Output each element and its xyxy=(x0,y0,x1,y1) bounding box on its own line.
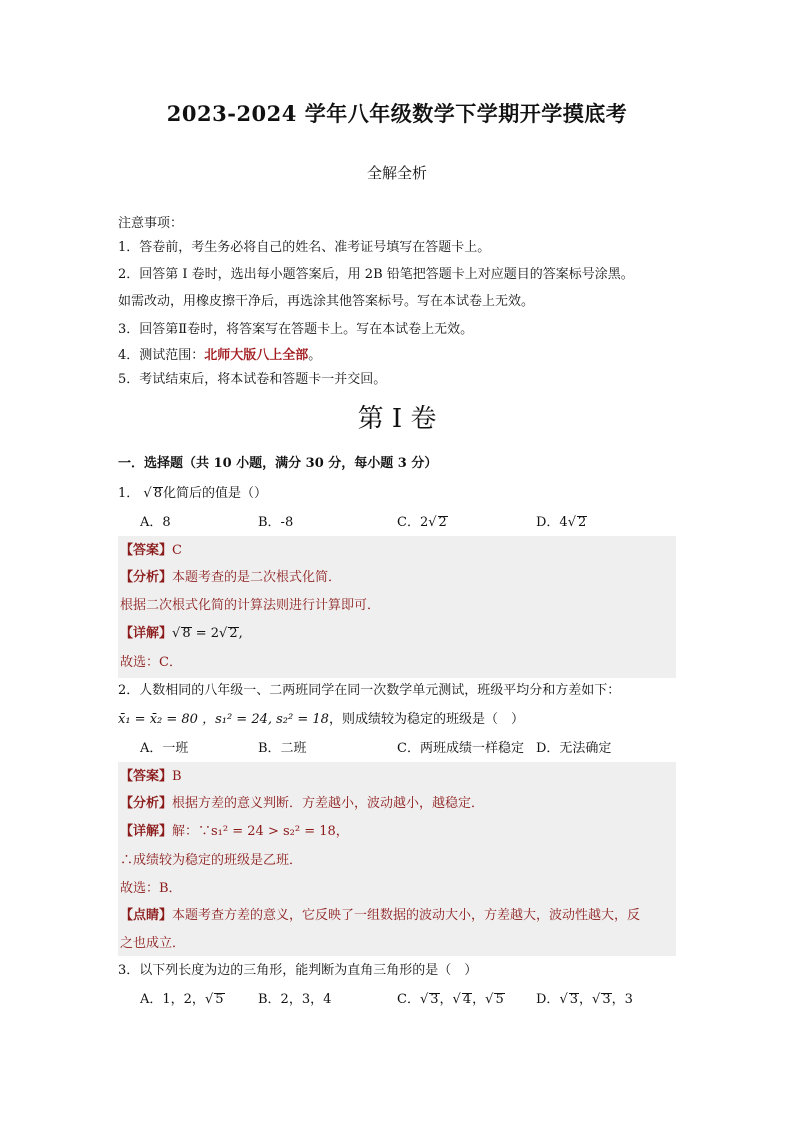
q2-conclusion: 故选：B． xyxy=(120,881,182,896)
q1-detail-rhs-radicand: 2 xyxy=(229,626,238,641)
q1-analysis-2: 根据二次根式化简的计算法则进行计算即可． xyxy=(120,598,381,613)
q2-formula: x̄₁ = x̄₂ = 80 ，s₁² = 24, s₂² = 18 xyxy=(118,712,329,727)
detail-text: 解：∵s₁² = 24 > s₂² = 18， xyxy=(172,824,349,839)
answer-value: B xyxy=(172,769,182,784)
q1-detail-end: , xyxy=(238,626,243,641)
q1-option-c-label: C．2 xyxy=(397,515,429,530)
sqrt-symbol: √ xyxy=(452,992,461,1007)
sqrt-symbol: √ xyxy=(419,992,429,1007)
note-4-prefix: 4．测试范围： xyxy=(118,348,205,363)
note-1: 1．答卷前，考生务必将自己的姓名、准考证号填写在答题卡上。 xyxy=(118,240,491,255)
q3-stem: 3．以下列长度为边的三角形，能判断为直角三角形的是（ ） xyxy=(118,963,478,978)
q1-number: 1． xyxy=(118,486,140,501)
separator: ， xyxy=(439,992,453,1007)
sqrt-symbol: √ xyxy=(219,626,228,641)
q3-option-d-rad-1: 3 xyxy=(569,992,579,1007)
analysis-tag: 【分析】 xyxy=(120,796,173,811)
analysis-text: 本题考查的是二次根式化简． xyxy=(172,570,342,585)
answer-value: C xyxy=(172,543,182,558)
q3-option-d-end: ，3 xyxy=(611,992,633,1007)
answer-tag: 【答案】 xyxy=(120,769,173,784)
note-4-scope: 北师大版八上全部 xyxy=(204,348,309,363)
q1-answer xyxy=(120,539,182,558)
sqrt-symbol: √ xyxy=(485,992,494,1007)
q2-detail-2: ∴成绩较为稳定的班级是乙班． xyxy=(120,853,303,868)
q2-option-c: C．两班成绩一样稳定 xyxy=(397,741,524,756)
q3-option-c-rad-3: 5 xyxy=(495,992,504,1007)
q1-radicand: 8 xyxy=(153,486,162,501)
note-3: 3．回答第Ⅱ卷时，将答案写在答题卡上。写在本试卷上无效。 xyxy=(118,322,474,337)
analysis-tag: 【分析】 xyxy=(120,570,173,585)
q3-option-d-label: D． xyxy=(536,992,560,1007)
q2-stem-1: 2．人数相同的八年级一、二两班同学在同一次数学单元测试，班级平均分和方差如下： xyxy=(118,683,621,698)
sqrt-symbol: √ xyxy=(204,992,214,1007)
q2-analysis xyxy=(120,792,484,811)
part1-heading: 一．选择题（共 10 小题，满分 30 分，每小题 3 分） xyxy=(118,456,438,471)
detail-tag: 【详解】 xyxy=(120,626,173,641)
q2-detail xyxy=(120,820,349,839)
q1-option-d-radicand: 2 xyxy=(578,515,587,530)
q3-option-d xyxy=(536,988,633,1007)
note-4 xyxy=(118,344,321,363)
q3-option-a-label: A．1，2， xyxy=(140,992,205,1007)
sqrt-symbol: √ xyxy=(592,992,601,1007)
q1-text: 化简后的值是（） xyxy=(163,486,268,501)
note-5: 5．考试结束后，将本试卷和答题卡一并交回。 xyxy=(118,372,387,387)
note-4-suffix: 。 xyxy=(308,348,322,363)
q1-detail-mid: = 2 xyxy=(191,626,220,641)
q2-option-a: A．一班 xyxy=(140,741,189,756)
analysis-text: 根据方差的意义判断．方差越小，波动越小，越稳定． xyxy=(172,796,485,811)
q3-option-c-rad-2: 4 xyxy=(462,992,472,1007)
sqrt-symbol: √ xyxy=(428,515,437,530)
page-subtitle: 全解全析 xyxy=(366,164,427,182)
q1-analysis xyxy=(120,566,341,585)
q2-answer xyxy=(120,765,182,784)
sqrt-symbol: √ xyxy=(172,626,181,641)
q2-point xyxy=(120,904,640,923)
note-2b: 如需改动，用橡皮擦干净后，再选涂其他答案标号。写在本试卷上无效。 xyxy=(118,294,535,309)
sqrt-symbol: √ xyxy=(143,486,152,501)
q2-stem-text: ，则成绩较为稳定的班级是（ ） xyxy=(328,712,524,727)
q3-option-c xyxy=(397,988,505,1007)
section-title: 第 I 卷 xyxy=(357,404,437,434)
q2-option-b: B．二班 xyxy=(258,741,307,756)
sqrt-symbol: √ xyxy=(567,515,576,530)
separator: ， xyxy=(472,992,486,1007)
q3-option-c-rad-1: 3 xyxy=(430,992,439,1007)
q2-option-d: D．无法确定 xyxy=(536,741,612,756)
sqrt-symbol: √ xyxy=(559,992,568,1007)
q1-option-a: A．8 xyxy=(140,515,171,530)
q2-stem-2 xyxy=(118,708,524,727)
answer-tag: 【答案】 xyxy=(120,543,173,558)
q3-option-d-rad-2: 3 xyxy=(602,992,611,1007)
q3-option-a xyxy=(140,988,225,1007)
q3-option-b: B．2，3，4 xyxy=(258,992,332,1007)
point-tag: 【点睛】 xyxy=(120,908,173,923)
q1-detail xyxy=(120,622,243,641)
q1-conclusion: 故选：C． xyxy=(120,655,182,670)
notes-heading: 注意事项： xyxy=(118,216,184,231)
q1-detail-radicand: 8 xyxy=(182,626,191,641)
note-2a: 2．回答第 I 卷时，选出每小题答案后，用 2B 铅笔把答题卡上对应题目的答案标号涂黑。 xyxy=(118,267,634,282)
q3-option-c-label: C． xyxy=(397,992,420,1007)
q2-point-2: 之也成立． xyxy=(120,936,186,951)
page-title: 2023-2024 学年八年级数学下学期开学摸底考 xyxy=(166,101,628,126)
q3-option-a-radicand: 5 xyxy=(215,992,224,1007)
q1-option-d-label: D．4 xyxy=(536,515,568,530)
q1-option-d xyxy=(536,511,587,530)
q1-stem xyxy=(118,482,267,501)
q1-option-c-radicand: 2 xyxy=(438,515,447,530)
point-text: 本题考查方差的意义，它反映了一组数据的波动大小，方差越大，波动性越大，反 xyxy=(172,908,641,923)
q1-option-b: B．-8 xyxy=(258,515,294,530)
detail-tag: 【详解】 xyxy=(120,824,173,839)
q1-option-c xyxy=(397,511,448,530)
separator: ， xyxy=(579,992,593,1007)
